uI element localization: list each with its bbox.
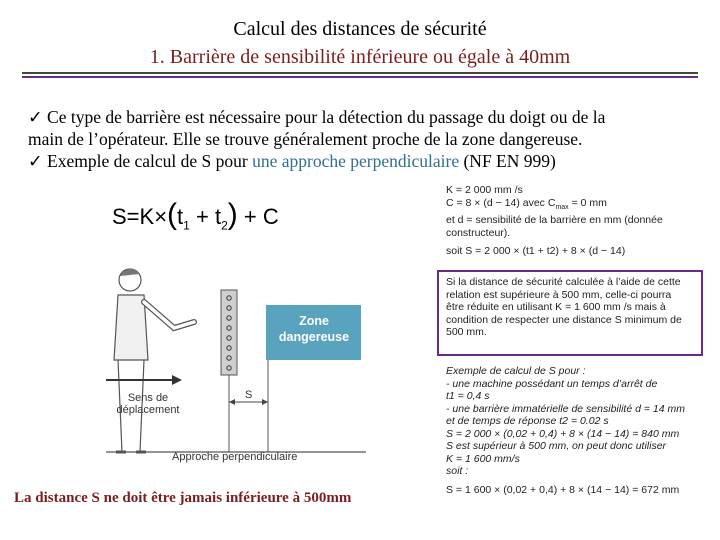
page-title: Calcul des distances de sécurité	[233, 18, 487, 40]
distance-s-label: S	[245, 389, 253, 401]
page-subtitle: 1. Barrière de sensibilité inférieure ou égale à 40mm	[149, 46, 571, 68]
bullet-2-text-a: Exemple de calcul de S pour	[47, 151, 253, 171]
example-calculation: Exemple de calcul de S pour : - une machine possédant un temps d’arrêt de t1 = 0,4 s - une barrière immatérielle de sensibilité d = 14 mm et de temps de réponse t2 = 0.02 s S = 2 000 × (0,02 + 0,4) + 8 × (14 − 14) = 840 mm S est supérieur à 500 mm, on peut donc utiliser K = 1 600 mm/s soit : S = 1 600 × (0,02 + 0,4) + 8 × (14 − 14) = 672 mm	[446, 365, 685, 496]
bullet-1-cont: main de l’opérateur. Elle se trouve généralement proche de la zone dangereuse.	[28, 129, 583, 149]
operator-figure	[114, 268, 194, 452]
footer-warning: La distance S ne doit être jamais inférieure à 500mm	[14, 490, 352, 506]
bullet-1-text: Ce type de barrière est nécessaire pour la détection du passage du doigt ou de la	[47, 107, 606, 127]
danger-zone-label: Zone dangereuse	[278, 314, 350, 344]
reduction-note: Si la distance de sécurité calculée à l’aide de cette relation est supérieure à 500 mm, celle-ci pourra être réduite en utilisant K = 1 600 mm /s mais à condition de respecter une distance S minimum de 500 mm.	[446, 276, 682, 338]
header-rule	[22, 72, 698, 74]
bullet-1	[28, 106, 708, 128]
figure-caption: Approche perpendiculaire	[172, 451, 298, 463]
check-icon: ✓	[28, 107, 43, 127]
direction-label: Sens de déplacement	[116, 392, 180, 416]
formula-lhs: S=K×	[112, 204, 168, 229]
formula: $S=K\times(t_1 + t_2) + C$	[112, 198, 279, 233]
bullet-2-highlight: une approche perpendiculaire	[252, 151, 460, 171]
approach-illustration	[96, 240, 371, 480]
bullet-2-text-b: (NF EN 999)	[459, 151, 556, 171]
bullet-2	[28, 150, 708, 172]
check-icon: ✓	[28, 151, 43, 171]
light-curtain	[221, 290, 237, 452]
right-params: K = 2 000 mm /s C = 8 × (d − 14) avec $C_{max} = 0$ mm et d = sensibilité de la barrière en mm (donnée constructeur). soit S = 2 000 × (t1 + t2) + 8 × (d − 14)	[446, 184, 663, 258]
header-rule-accent	[22, 76, 698, 78]
